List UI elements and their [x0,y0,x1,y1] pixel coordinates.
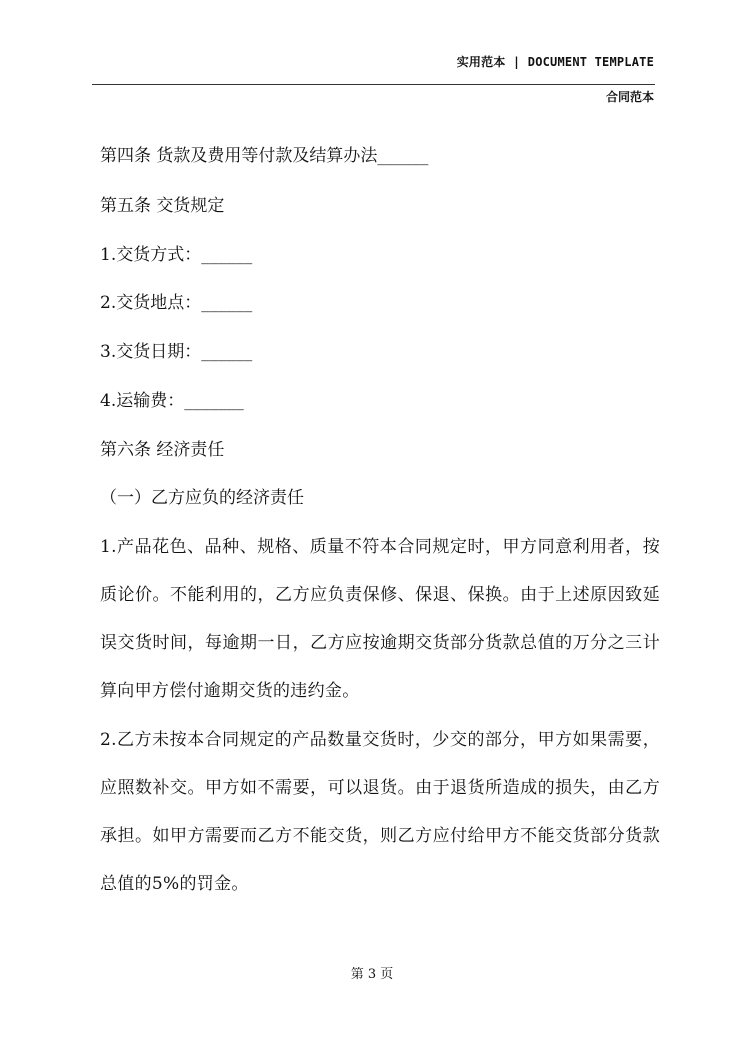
clause-1-paragraph: 1.产品花色、品种、规格、质量不符本合同规定时，甲方同意利用者，按质论价。不能利用的，乙方应负责保修、保退、保换。由于上述原因致延误交货时间，每逾期一日，乙方应按逾期交货部分货款总值的万分之三计算向甲方偿付逾期交货的违约金。 [100,537,660,701]
delivery-date-item: 3.交货日期：______ [100,342,253,362]
delivery-method-item: 1.交货方式：______ [100,245,253,265]
section-1-heading: （一）乙方应负的经济责任 [100,488,304,508]
article-5-heading: 第五条 交货规定 [100,196,225,216]
transport-fee-item: 4.运输费：_______ [100,391,244,411]
clause-2-paragraph: 2.乙方未按本合同规定的产品数量交货时，少交的部分，甲方如果需要，应照数补交。甲方如不需要，可以退货。由于退货所造成的损失，由乙方承担。如甲方需要而乙方不能交货，则乙方应付给甲方不能交货部分货款总值的5%的罚金。 [100,730,660,894]
delivery-location-item: 2.交货地点：______ [100,293,253,313]
header-subtitle: 合同范本 [605,90,654,104]
header-title: 实用范本 | DOCUMENT TEMPLATE [456,55,654,69]
article-4-heading: 第四条 货款及费用等付款及结算办法______ [100,146,429,166]
page-number: 第 3 页 [350,967,394,982]
header-divider [92,84,655,85]
article-6-heading: 第六条 经济责任 [100,440,225,460]
